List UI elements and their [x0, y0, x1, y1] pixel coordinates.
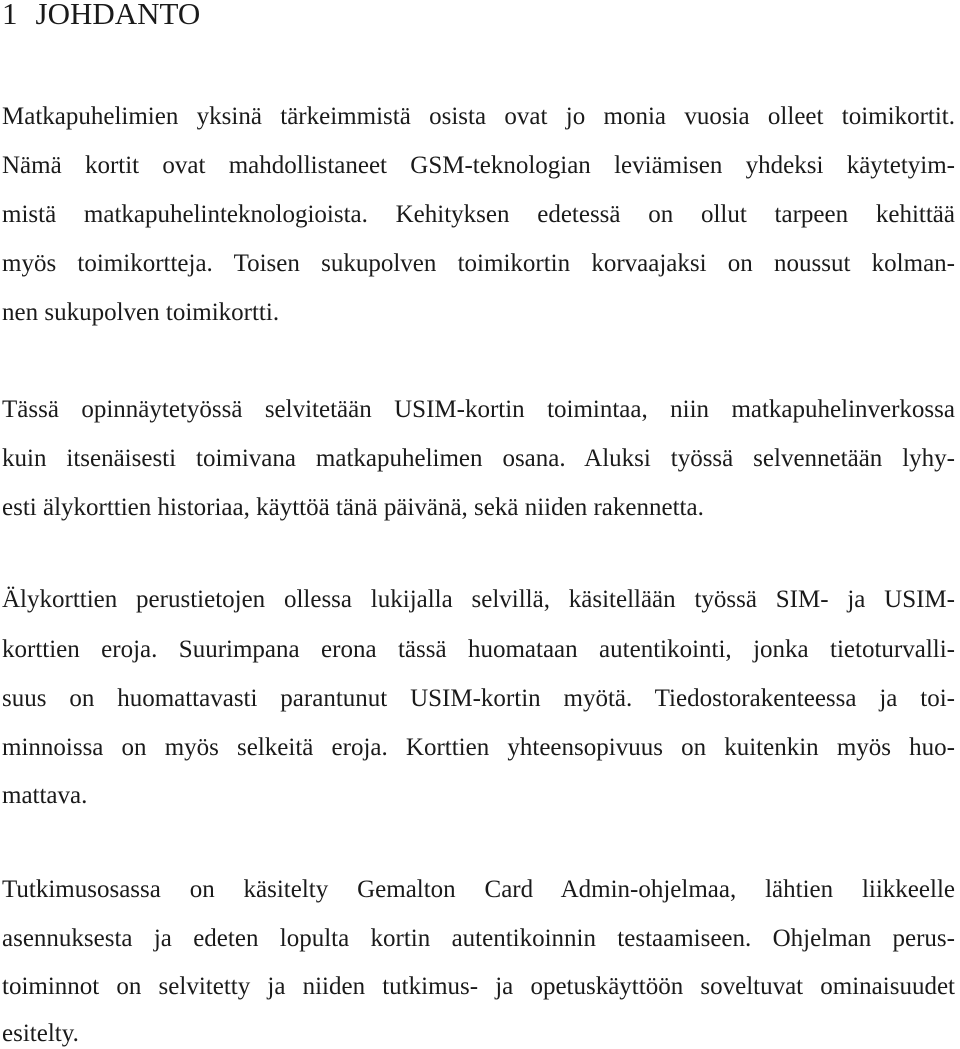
paragraph-line: Tutkimusosassa on käsitelty Gemalton Card Admin-ohjelmaa, lähtien liikkeelle	[2, 876, 955, 903]
chapter-title: JOHDANTO	[35, 0, 201, 31]
paragraph-line: suus on huomattavasti parantunut USIM-kortin myötä. Tiedostorakenteessa ja toi-	[2, 685, 955, 712]
paragraph-line: korttien eroja. Suurimpana erona tässä huomataan autentikointi, jonka tietoturvalli-	[2, 636, 955, 663]
paragraph-line: minnoissa on myös selkeitä eroja. Korttien yhteensopivuus on kuitenkin myös huo-	[2, 734, 955, 761]
chapter-heading	[2, 0, 200, 34]
chapter-number: 1	[2, 0, 18, 31]
paragraph-line: Matkapuhelimien yksinä tärkeimmistä osista ovat jo monia vuosia olleet toimikortit.	[2, 103, 955, 130]
paragraph-line: esti älykorttien historiaa, käyttöä tänä päivänä, sekä niiden rakennetta.	[2, 494, 704, 521]
paragraph-line: mattava.	[2, 782, 88, 809]
paragraph-line: asennuksesta ja edeten lopulta kortin autentikoinnin testaamiseen. Ohjelman perus-	[2, 925, 955, 952]
paragraph-line: kuin itsenäisesti toimivana matkapuhelimen osana. Aluksi työssä selvennetään lyhy-	[2, 445, 955, 472]
paragraph-line: mistä matkapuhelinteknologioista. Kehityksen edetessä on ollut tarpeen kehittää	[2, 201, 955, 228]
paragraph-line: esitelty.	[2, 1020, 79, 1047]
paragraph-line: nen sukupolven toimikortti.	[2, 299, 280, 326]
paragraph-line: Tässä opinnäytetyössä selvitetään USIM-kortin toimintaa, niin matkapuhelinverkossa	[2, 396, 955, 423]
paragraph-line: myös toimikortteja. Toisen sukupolven toimikortin korvaajaksi on noussut kolman-	[2, 250, 955, 277]
paragraph-line: toiminnot on selvitetty ja niiden tutkimus- ja opetuskäyttöön soveltuvat ominaisuudet	[2, 973, 955, 1000]
paragraph-line: Älykorttien perustietojen ollessa lukijalla selvillä, käsitellään työssä SIM- ja USIM-	[2, 586, 955, 613]
paragraph-line: Nämä kortit ovat mahdollistaneet GSM-teknologian leviämisen yhdeksi käytetyim-	[2, 152, 955, 179]
